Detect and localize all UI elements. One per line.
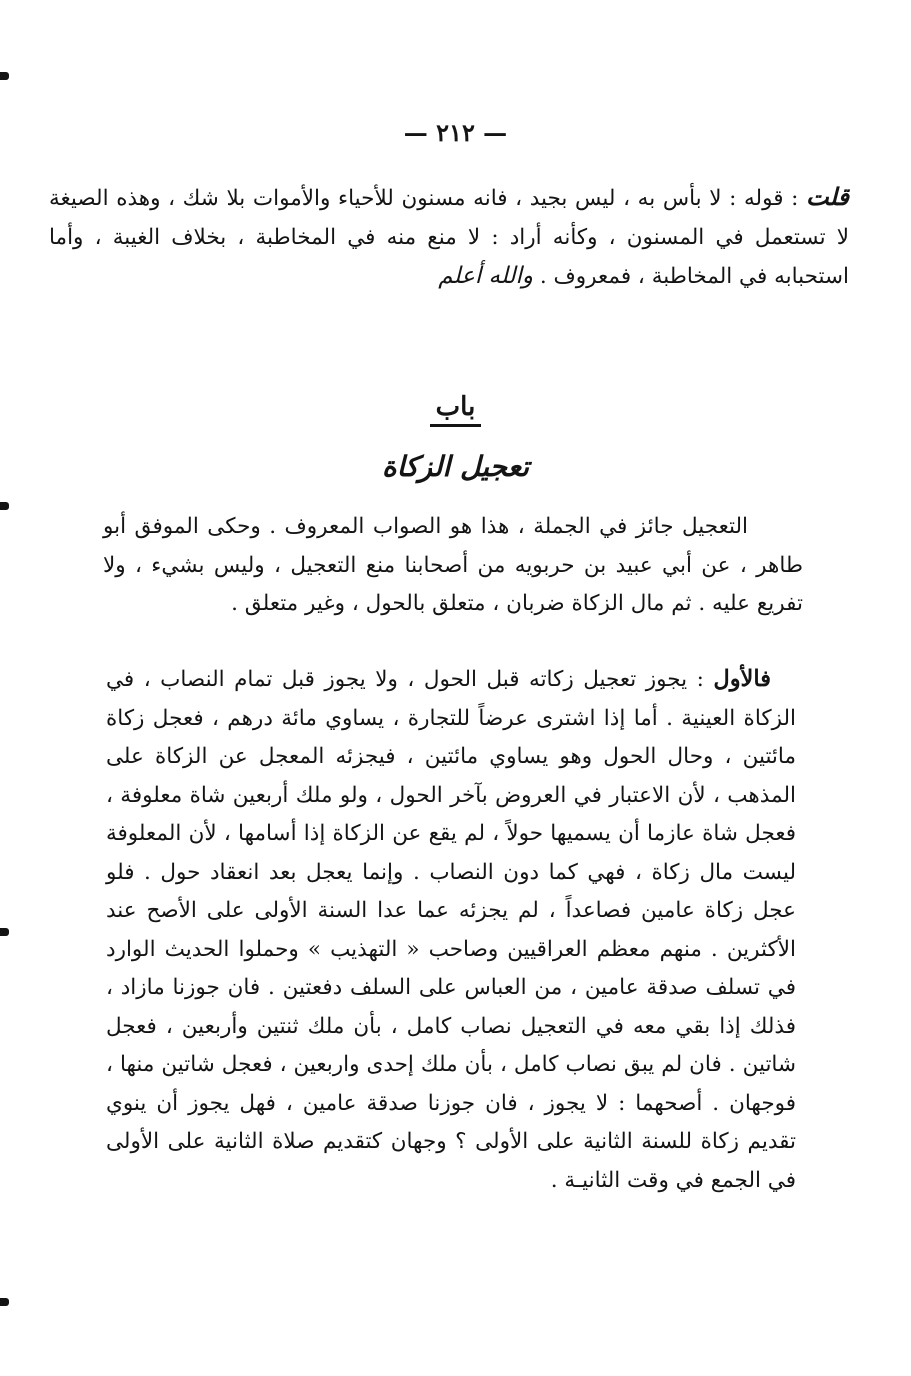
scan-edge-mark [0,928,9,936]
paragraph-body: : يجوز تعجيل زكاته قبل الحول ، ولا يجوز قبل تمام النصاب ، في الزكاة العينية . أما إذا اشترى عرضاً للتجارة ، يساوي مائة درهم ، فعجل زكاة مائتين ، وحال الحول وهو يساوي مائتين ، فيجزئه المعجل عن الزكاة على المذهب ، لأن الاعتبار في العروض بآخر الحول ، ولو ملك أربعين شاة معلوفة ، فعجل شاة عازما أن يسميها حولاً ، لم يقع عن الزكاة إذا أسامها ، لأن المعلوفة ليست مال زكاة ، فهي كما دون النصاب . وإنما يعجل بعد انعقاد حول . فلو عجل زكاة عامين فصاعداً ، لم يجزئه عما عدا السنة الأولى على الأصح عند الأكثرين . منهم معظم العراقيين وصاحب « التهذيب » وحملوا الحديث الوارد في تسلف صدقة عامين ، من العباس على السلف دفعتين . فان جوزنا مازاد ، فذلك إذا بقي معه في التعجيل نصاب كامل ، بأن ملك ثنتين وأربعين ، فعجل شاتين . فان لم يبق نصاب كامل ، بأن ملك إحدى واربعين ، فعجل شاتين منها ، فوجهان . أصحهما : لا يجوز ، فان جوزنا صدقة عامين ، فهل يجوز أن ينوي تقديم زكاة للسنة الثانية على الأولى ؟ وجهان كتقديم صلاة الثانية على الأولى في الجمع في وقت الثانيـة . [106,667,796,1193]
scan-edge-mark [0,72,9,80]
paragraph-lead-word: فالأول [713,666,771,692]
commentary-note [49,178,849,297]
scan-edge-mark [0,502,9,510]
chapter-label-text: باب [430,392,482,427]
page-number: — ٢١٢ — [403,118,508,147]
note-lead-word: قلت [806,182,849,211]
note-closing: والله أعلم [438,263,533,289]
chapter-label [0,392,911,427]
paragraph-first-type [106,660,796,1200]
chapter-title: تعجيل الزكاة [381,450,530,483]
note-body: : قوله : لا بأس به ، ليس بجيد ، فانه مسنون للأحياء والأموات بلا شك ، وهذه الصيغة لا تستعمل في المسنون ، وكأنه أراد : لا منع منه في المخاطبة ، بخلاف الغيبة ، وأما استحبابه في المخاطبة ، فمعروف . [49,186,849,289]
paragraph-intro: التعجيل جائز في الجملة ، هذا هو الصواب المعروف . وحكى الموفق أبو طاهر ، عن أبي عبيد بن حربويه من أصحابنا منع التعجيل ، وليس بشيء ، ولا تفريع عليه . ثم مال الزكاة ضربان ، متعلق بالحول ، وغير متعلق . [103,514,803,616]
scan-edge-mark [0,1298,9,1306]
